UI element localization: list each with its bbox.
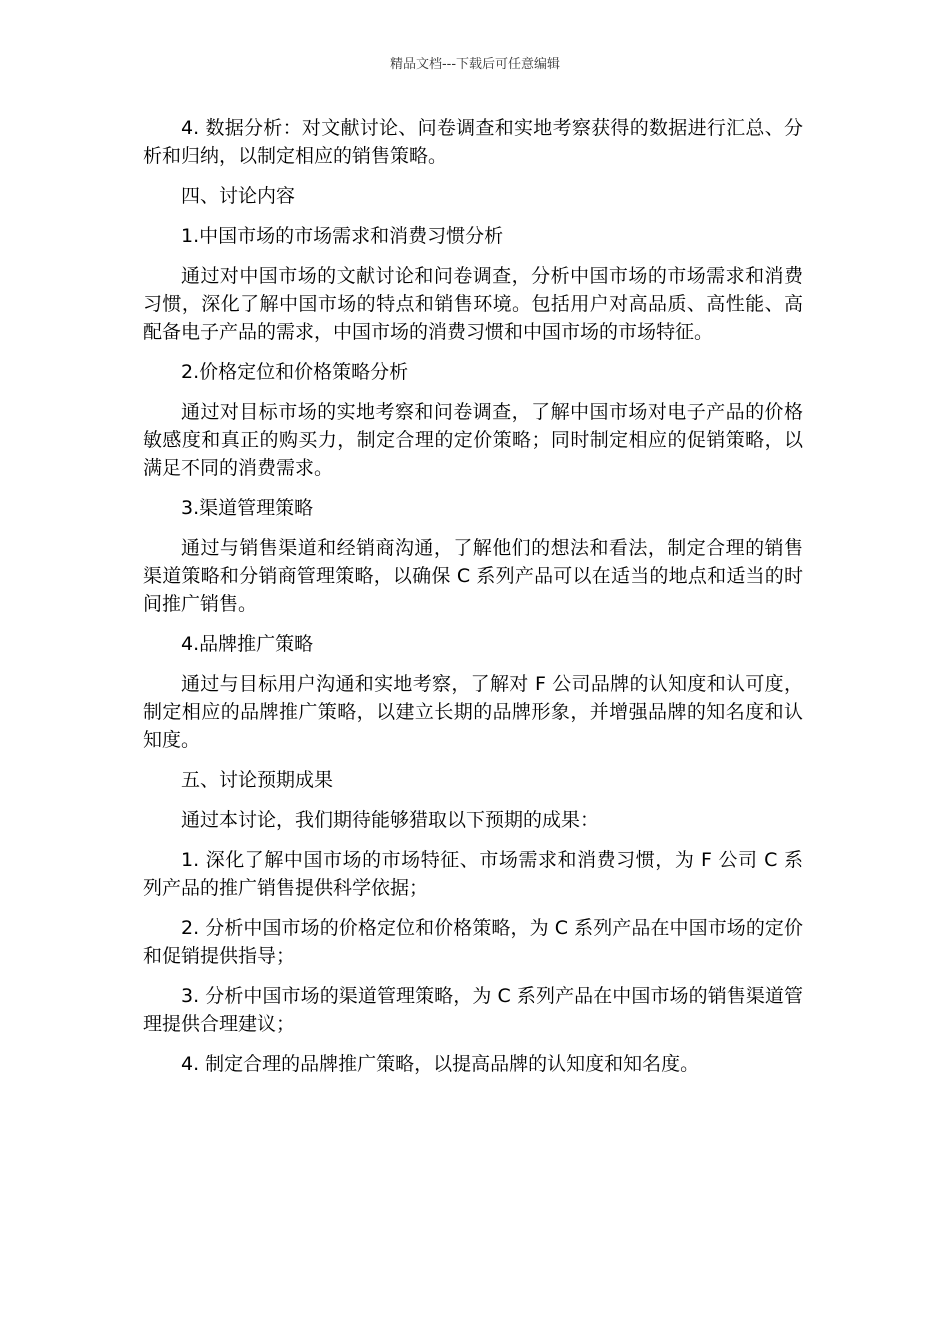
paragraph-results-intro: 通过本讨论，我们期待能够猎取以下预期的成果： xyxy=(181,809,600,831)
document-body xyxy=(143,114,803,1090)
paragraph-market-demand: 通过对中国市场的文献讨论和问卷调查，分析中国市场的市场需求和消费习惯，深化了解中国市场的特点和销售环境。包括用户对高品质、高性能、高配备电子产品的需求，中国市场的消费习惯和中国市场的市场特征。 xyxy=(143,265,803,343)
section-heading-expected-results: 五、讨论预期成果 xyxy=(181,769,334,791)
paragraph-brand: 通过与目标用户沟通和实地考察，了解对 F 公司品牌的认知度和认可度，制定相应的品牌推广策略，以建立长期的品牌形象，并增强品牌的知名度和认知度。 xyxy=(143,673,803,751)
paragraph-pricing: 通过对目标市场的实地考察和问卷调查，了解中国市场对电子产品的价格敏感度和真正的购买力，制定合理的定价策略；同时制定相应的促销策略，以满足不同的消费需求。 xyxy=(143,401,803,479)
subheading-brand: 4.品牌推广策略 xyxy=(181,633,314,655)
subheading-channel: 3.渠道管理策略 xyxy=(181,497,314,519)
section-heading-discussion-content: 四、讨论内容 xyxy=(181,185,296,207)
paragraph-channel: 通过与销售渠道和经销商沟通，了解他们的想法和看法，制定合理的销售渠道策略和分销商管理策略，以确保 C 系列产品可以在适当的地点和适当的时间推广销售。 xyxy=(143,537,803,615)
list-item-result-2: 2. 分析中国市场的价格定位和价格策略，为 C 系列产品在中国市场的定价和促销提供指导； xyxy=(143,917,803,967)
list-item-result-4: 4. 制定合理的品牌推广策略，以提高品牌的认知度和知名度。 xyxy=(181,1053,700,1075)
list-item-result-3: 3. 分析中国市场的渠道管理策略，为 C 系列产品在中国市场的销售渠道管理提供合理建议； xyxy=(143,985,803,1035)
subheading-pricing: 2.价格定位和价格策略分析 xyxy=(181,361,409,383)
subheading-market-demand: 1.中国市场的市场需求和消费习惯分析 xyxy=(181,225,504,247)
list-item-result-1: 1. 深化了解中国市场的市场特征、市场需求和消费习惯，为 F 公司 C 系列产品的推广销售提供科学依据； xyxy=(143,849,803,899)
paragraph-data-analysis: 4. 数据分析：对文献讨论、问卷调查和实地考察获得的数据进行汇总、分析和归纳，以制定相应的销售策略。 xyxy=(143,117,803,167)
header-note: 精品文档---下载后可任意编辑 xyxy=(389,57,561,72)
